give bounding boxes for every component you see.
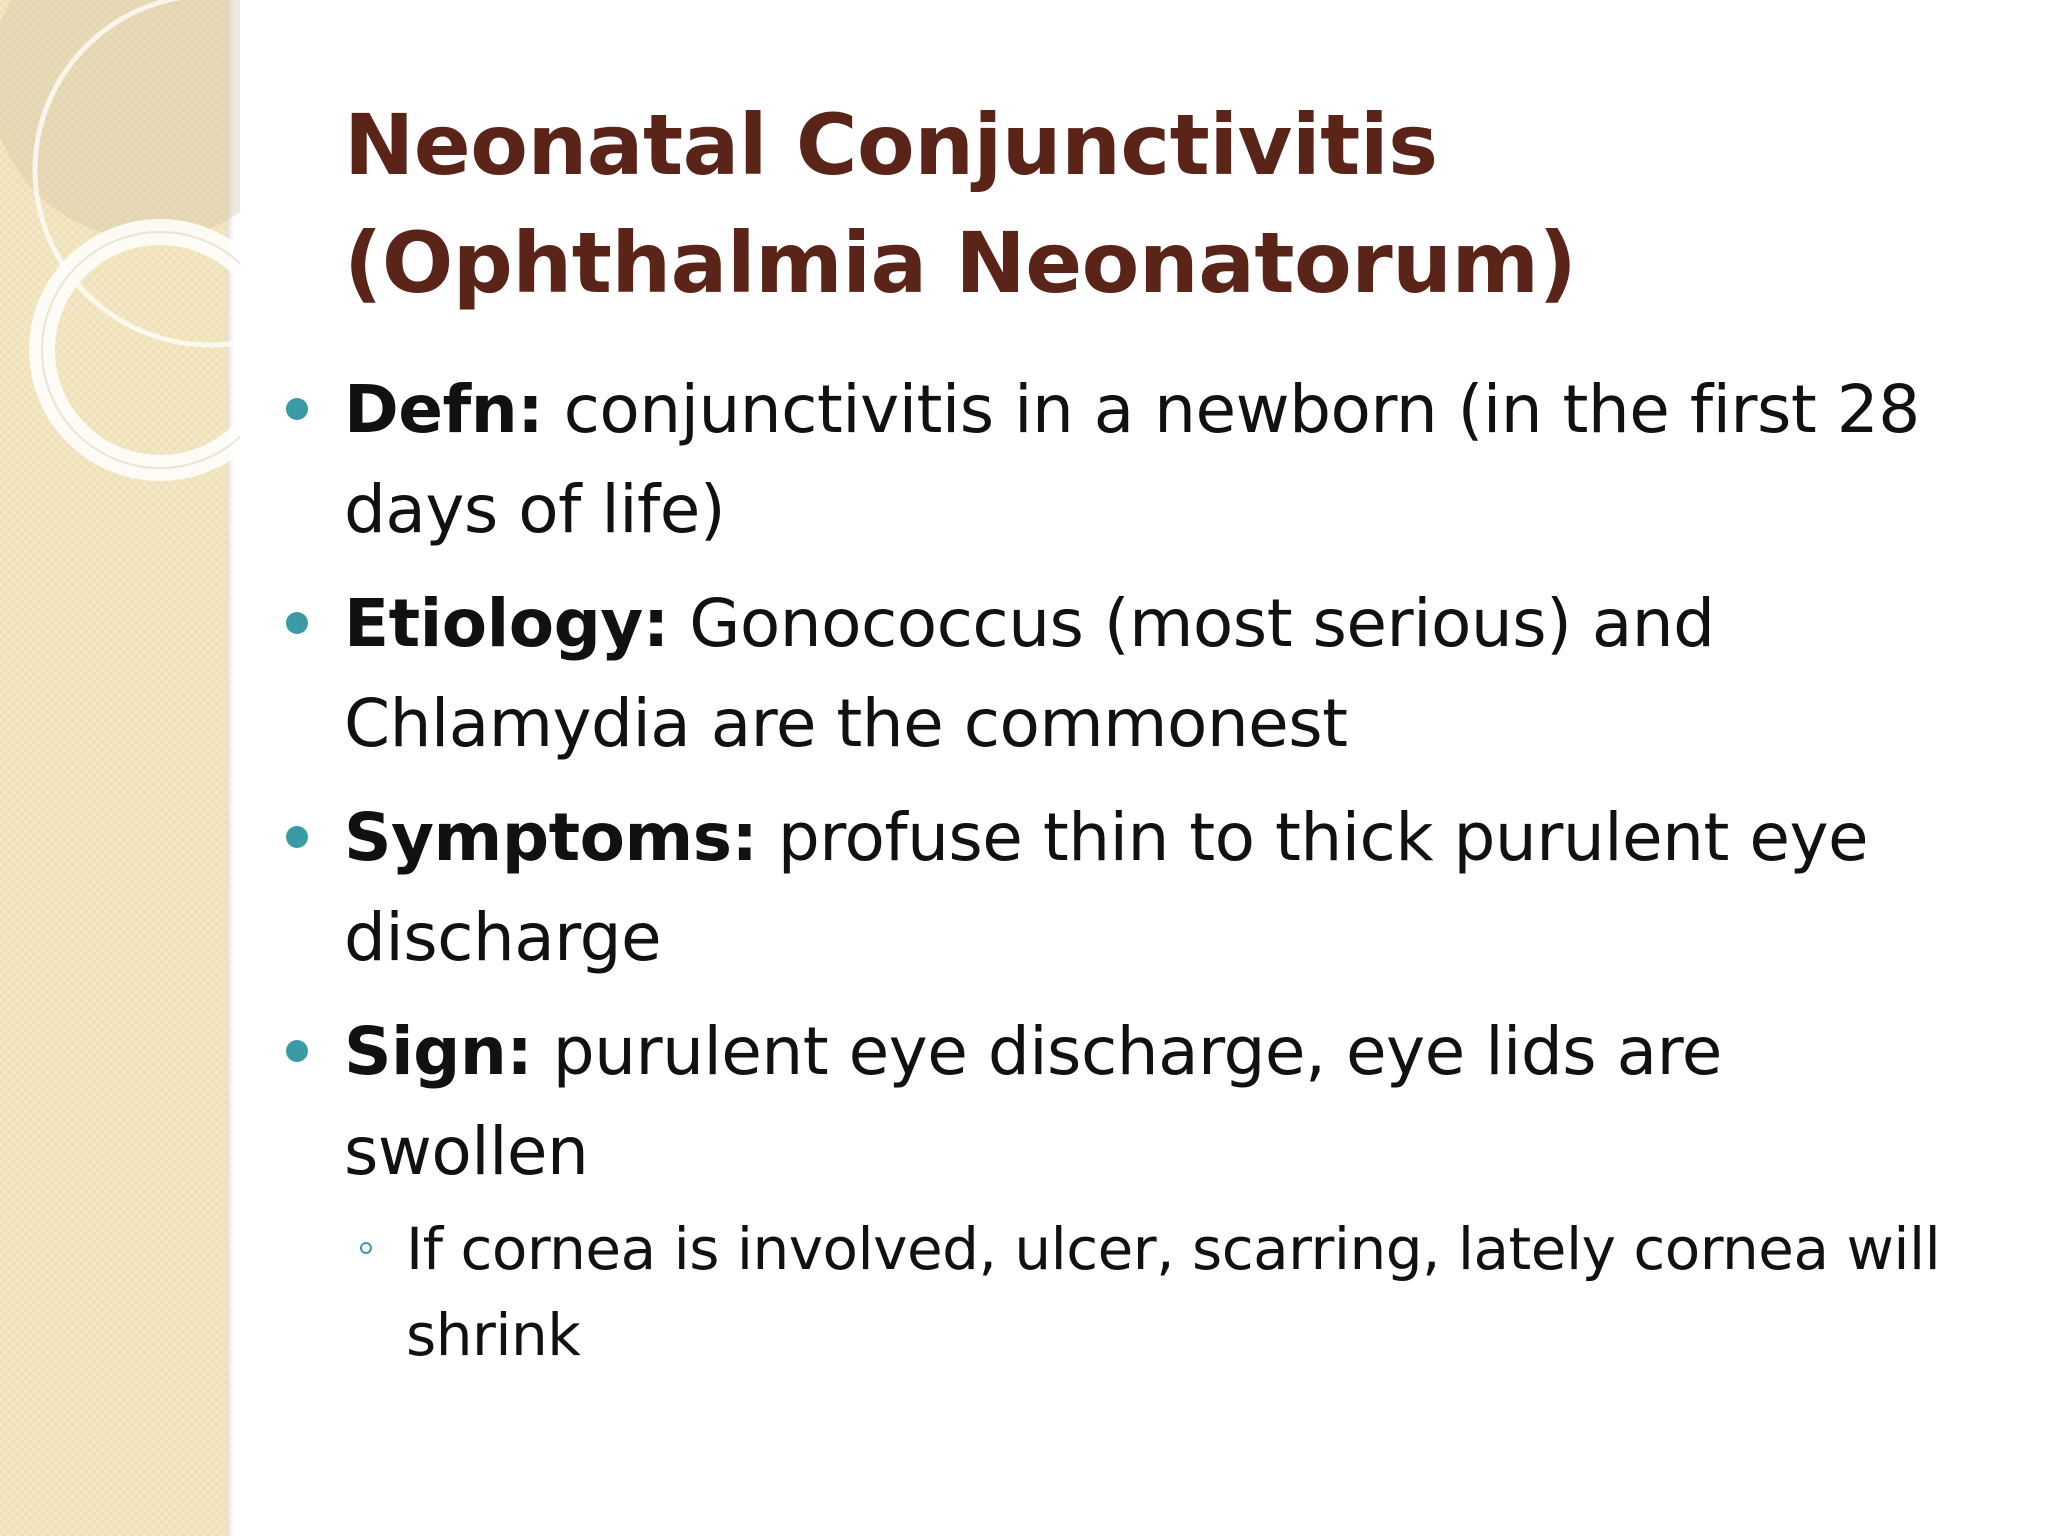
bullet-text: profuse thin to thick purulent eye discharge <box>344 799 1869 976</box>
bullet-dot-icon <box>286 1040 308 1062</box>
slide-title: Neonatal Conjunctivitis (Ophthalmia Neonatorum) <box>344 96 1577 312</box>
bullet-item-symptoms <box>262 788 1984 988</box>
sub-bullet-item-cornea <box>344 1206 1984 1378</box>
bullet-item-etiology <box>262 574 1984 774</box>
deco-thick-ring <box>42 232 240 468</box>
bullet-dot-icon <box>286 612 308 634</box>
sub-bullet-ring-icon <box>360 1242 372 1254</box>
bullet-dot-icon <box>286 826 308 848</box>
bullet-term: Sign: <box>344 1013 533 1090</box>
sub-bullet-text: If cornea is involved, ulcer, scarring, lately cornea will shrink <box>406 1215 1941 1369</box>
slide-content <box>344 86 1984 1392</box>
sub-bullet-list <box>344 1206 1984 1378</box>
bullet-text: Gonococcus (most serious) and Chlamydia are the commonest <box>344 585 1715 762</box>
bullet-term: Symptoms: <box>344 799 758 876</box>
decorative-rings <box>0 0 240 520</box>
bullet-text: conjunctivitis in a newborn (in the first 28 days of life) <box>344 371 1920 548</box>
bullet-item-sign <box>262 1002 1984 1378</box>
bullet-item-definition <box>262 360 1984 560</box>
bullet-dot-icon <box>286 398 308 420</box>
bullet-term: Etiology: <box>344 585 669 662</box>
bullet-term: Defn: <box>344 371 544 448</box>
bullet-list <box>344 360 1984 1378</box>
bullet-text: purulent eye discharge, eye lids are swollen <box>344 1013 1722 1190</box>
